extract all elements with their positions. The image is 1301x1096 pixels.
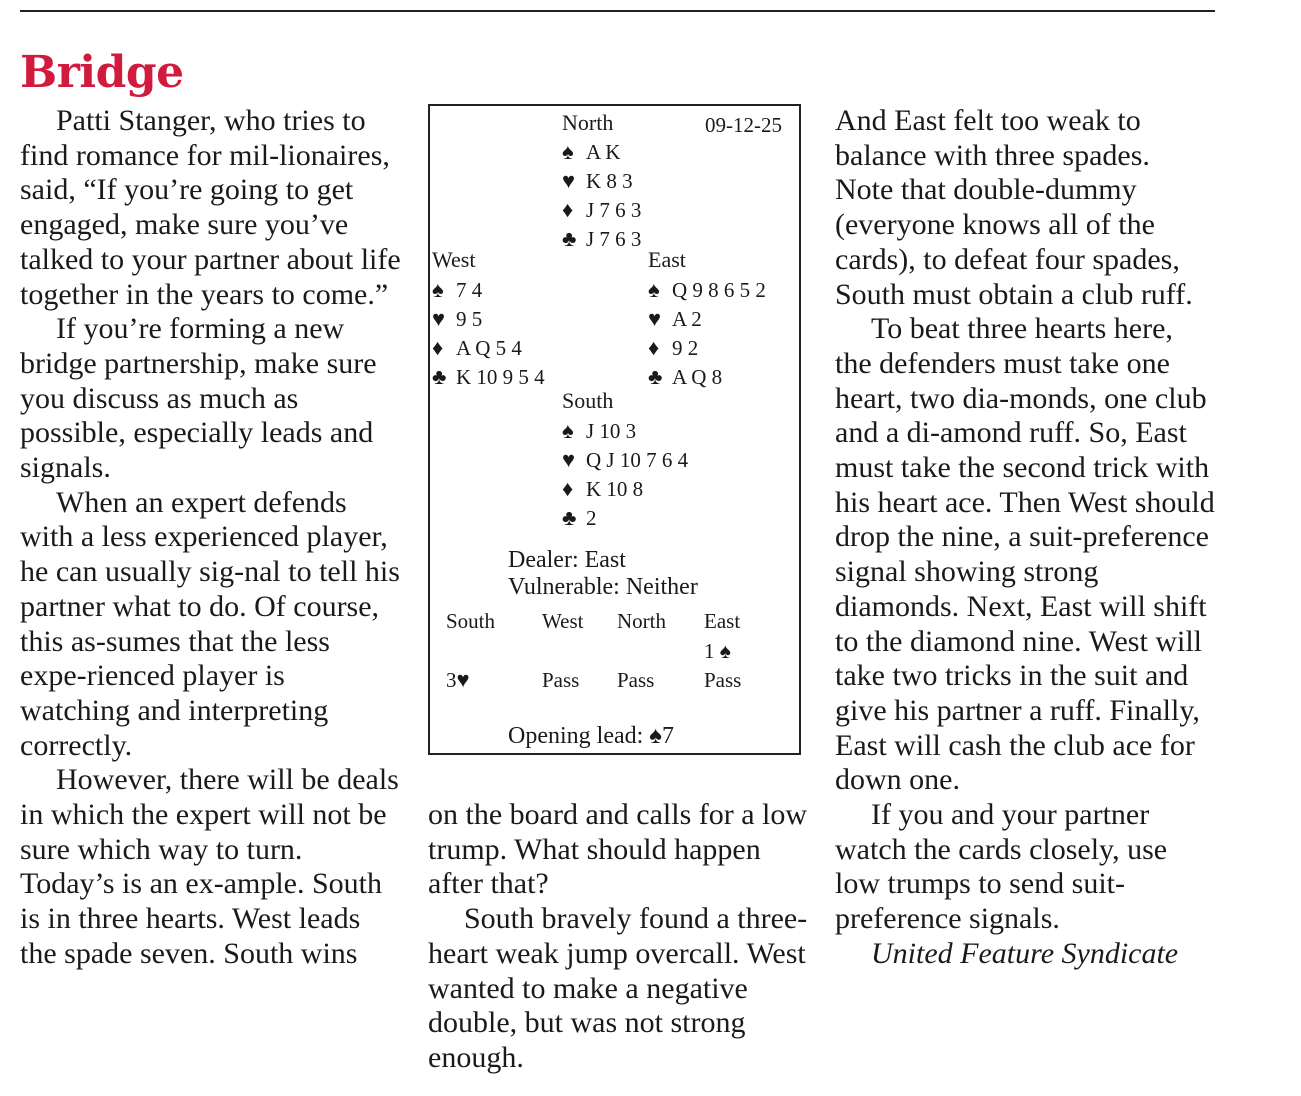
text-column-1 [20, 104, 402, 972]
paragraph: And East felt too weak to balance with three spades. Note that double-dummy (everyone knows all of the cards), to defeat four spades, South must obtain a club ruff. [835, 104, 1193, 311]
vulnerable-text: Vulnerable: Neither [508, 574, 698, 600]
paragraph: If you’re forming a new bridge partnership, make sure you discuss as much as possible, especially leads and signals. [20, 312, 377, 485]
club-icon: ♣ [562, 226, 577, 251]
north-spades: A K [586, 140, 621, 164]
east-spades: Q 9 8 6 5 2 [672, 278, 766, 302]
heart-icon: ♥ [456, 667, 470, 692]
spade-icon: ♠ [562, 418, 574, 443]
heart-icon: ♥ [562, 168, 576, 193]
paragraph: on the board and calls for a low trump. What should happen after that? [428, 798, 808, 901]
west-spades: 7 4 [456, 278, 483, 302]
spade-icon: ♠ [648, 277, 660, 302]
date-stamp: 09-12-25 [705, 113, 782, 137]
club-icon: ♣ [648, 364, 663, 389]
paragraph: However, there will be deals in which the expert will not be sure which way to turn. Today’s is an ex-ample. South is in three hearts. West leads the spade seven. South wins [20, 763, 399, 970]
opening-lead-card: 7 [662, 723, 675, 749]
club-icon: ♣ [432, 364, 447, 389]
east-diamonds: 9 2 [672, 336, 699, 360]
east-hearts: A 2 [672, 307, 702, 331]
bridge-deal-diagram [428, 104, 801, 755]
diamond-icon: ♦ [562, 197, 574, 222]
west-clubs: K 10 9 5 4 [456, 365, 545, 389]
north-hearts: K 8 3 [586, 169, 633, 193]
south-label: South [562, 388, 614, 413]
heart-icon: ♥ [432, 306, 446, 331]
north-label: North [562, 110, 614, 135]
diamond-icon: ♦ [562, 476, 574, 501]
south-spades: J 10 3 [586, 419, 637, 443]
heart-icon: ♥ [648, 306, 662, 331]
opening-lead-label: Opening lead: [508, 723, 644, 749]
south-hand [562, 416, 688, 532]
west-hand [432, 275, 545, 391]
auction-header-east: East [704, 609, 741, 633]
paragraph: To beat three hearts here, the defenders must take one heart, two dia-monds, one club and a di-amond ruff. So, East must take the second trick with his heart ace. Then West should drop the nine, a suit-preference signal showing strong diamonds. Next, East will shift to the diamond nine. West will take two tricks in the suit and give his partner a ruff. Finally, East will cash the club ace for down one. [835, 312, 1215, 797]
text-column-3 [835, 104, 1215, 972]
north-clubs: J 7 6 3 [586, 227, 642, 251]
west-hearts: 9 5 [456, 307, 483, 331]
spade-icon: ♠ [649, 723, 663, 749]
south-diamonds: K 10 8 [586, 477, 644, 501]
bid-east-pass: Pass [704, 668, 742, 692]
bid-level: 1 [704, 639, 715, 663]
north-hand [562, 137, 641, 253]
diamond-icon: ♦ [432, 335, 444, 360]
spade-icon: ♠ [432, 277, 444, 302]
heart-icon: ♥ [562, 447, 576, 472]
auction-header-north: North [617, 609, 666, 633]
west-diamonds: A Q 5 4 [456, 336, 522, 360]
paragraph: South bravely found a three-heart weak jump overcall. West wanted to make a negative double, but was not strong enough. [428, 902, 808, 1074]
bid-south [446, 667, 470, 693]
club-icon: ♣ [562, 505, 577, 530]
bid-level: 3 [446, 668, 457, 692]
bid-east-open [704, 638, 731, 664]
diamond-icon: ♦ [648, 335, 660, 360]
spade-icon: ♠ [562, 139, 574, 164]
syndicate-credit: United Feature Syndicate [871, 936, 1179, 970]
dealer-text: Dealer: East [508, 547, 626, 573]
paragraph: If you and your partner watch the cards closely, use low trumps to send suit-preference signals. [835, 798, 1168, 936]
opening-lead [508, 723, 674, 750]
south-hearts: Q J 10 7 6 4 [586, 448, 689, 472]
auction-header-west: West [542, 609, 584, 633]
bid-north-pass: Pass [617, 668, 655, 692]
south-clubs: 2 [586, 506, 597, 530]
auction-header-south: South [446, 609, 496, 633]
text-column-2 [428, 798, 816, 1076]
west-label: West [432, 247, 476, 272]
page-title: Bridge [20, 47, 184, 98]
bid-west-pass: Pass [542, 668, 580, 692]
north-diamonds: J 7 6 3 [586, 198, 642, 222]
paragraph: Patti Stanger, who tries to find romance for mil-lionaires, said, “If you’re going to get engaged, make sure you’ve talked to your partner about life together in the years to come.” [20, 104, 401, 311]
east-label: East [648, 247, 686, 272]
east-hand [648, 275, 766, 391]
top-rule [20, 10, 1215, 12]
east-clubs: A Q 8 [672, 365, 723, 389]
paragraph: When an expert defends with a less experienced player, he can usually sig-nal to tell his partner what to do. Of course, this as-sumes that the less expe-rienced player is watching and interpreting correctly. [20, 485, 400, 762]
spade-icon: ♠ [719, 639, 731, 663]
